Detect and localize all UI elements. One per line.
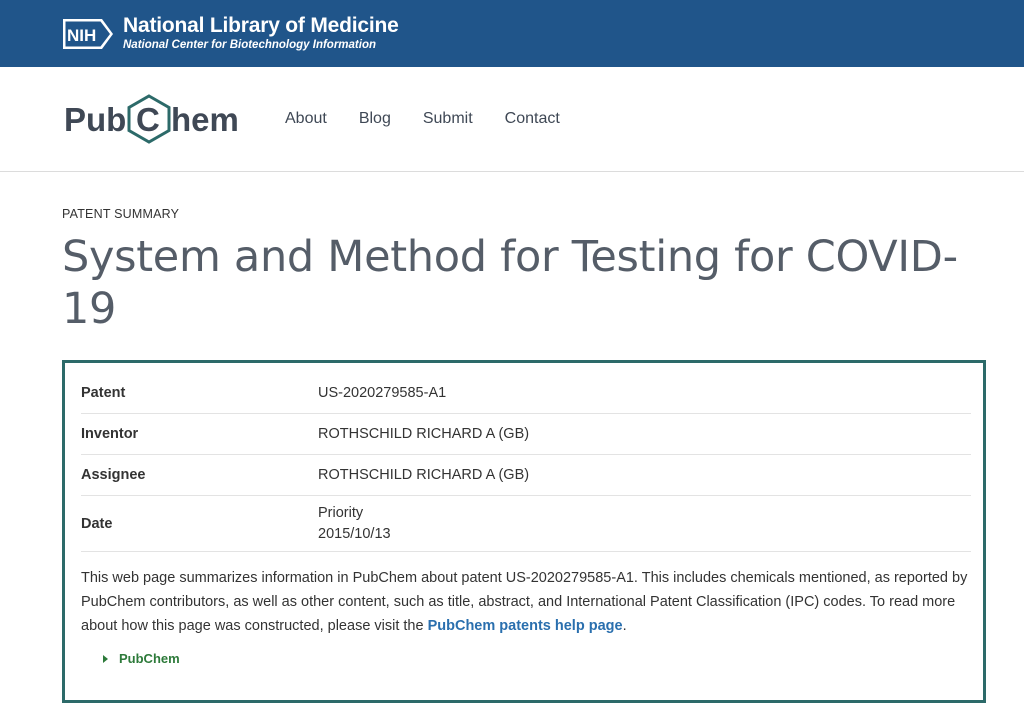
main-nav: [269, 110, 576, 128]
date-type: Priority: [318, 504, 364, 521]
summary-row-patent: [81, 373, 971, 414]
nav-submit[interactable]: Submit: [422, 110, 473, 127]
patents-help-link[interactable]: PubChem patents help page: [427, 618, 623, 634]
pubchem-logo-left: Pub: [64, 101, 127, 138]
patent-label: Patent: [81, 385, 126, 401]
nav-blog[interactable]: Blog: [358, 110, 391, 127]
nih-brand-link[interactable]: [62, 15, 399, 52]
nav-about[interactable]: About: [285, 110, 327, 127]
nih-subtitle: National Center for Biotechnology Information: [123, 39, 377, 51]
main-content: [0, 207, 1024, 703]
nih-logo: [62, 18, 114, 50]
nav-contact[interactable]: Contact: [504, 110, 560, 127]
nih-title: National Library of Medicine: [123, 14, 399, 37]
pubchem-header: [0, 67, 1024, 172]
inventor-value: ROTHSCHILD RICHARD A (GB): [318, 426, 530, 442]
pubchem-logo-right: hem: [171, 101, 239, 138]
source-toggle-label: PubChem: [119, 651, 180, 666]
inventor-label: Inventor: [81, 426, 139, 442]
date-priority-value: 2015/10/13: [318, 525, 391, 542]
nih-banner: [0, 0, 1024, 67]
patent-value: US-2020279585-A1: [318, 385, 447, 401]
page-eyebrow: PATENT SUMMARY: [62, 207, 180, 221]
date-value: [318, 496, 391, 551]
caret-right-icon: [103, 655, 108, 663]
assignee-value: ROTHSCHILD RICHARD A (GB): [318, 467, 530, 483]
summary-row-inventor: [81, 414, 971, 455]
summary-row-assignee: [81, 455, 971, 496]
summary-description: [81, 566, 971, 638]
nih-logo-text: NIH: [67, 25, 97, 45]
description-end: .: [622, 618, 627, 634]
source-toggle-pubchem[interactable]: [103, 651, 971, 666]
patent-summary-box: [62, 360, 986, 703]
pubchem-logo[interactable]: [64, 94, 250, 144]
assignee-label: Assignee: [81, 467, 146, 483]
description-text: This web page summarizes information in PubChem about patent US-2020279585-A1. This includes chemicals mentioned, as reported by PubChem contributors, as well as other content, such as title, abstract, and International Patent Classification (IPC) codes. To read more about how this page was constructed, please visit the: [81, 570, 968, 634]
page-title: System and Method for Testing for COVID-19: [62, 232, 958, 334]
pubchem-logo-hex-letter: C: [136, 101, 160, 138]
date-label: Date: [81, 515, 113, 532]
summary-row-date: [81, 496, 971, 552]
